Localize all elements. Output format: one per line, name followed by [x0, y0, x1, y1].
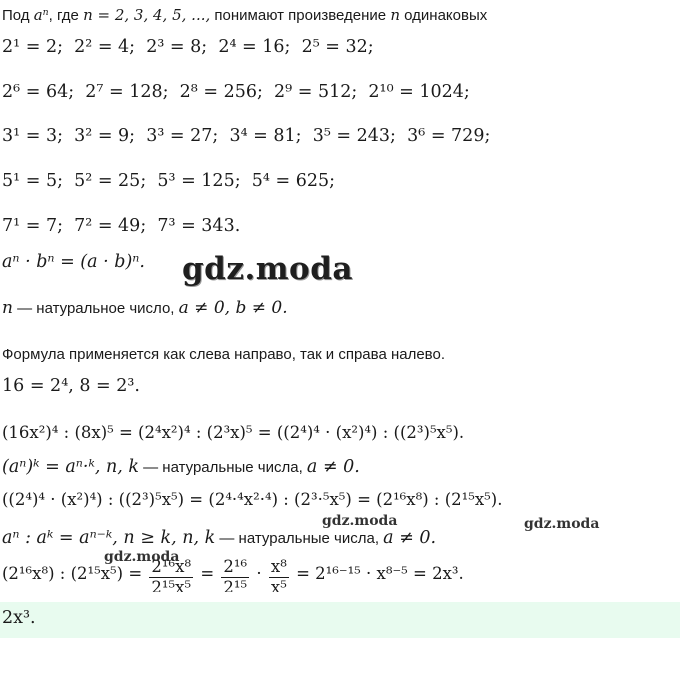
rule2-line	[2, 457, 360, 477]
intro-n-sup: n	[42, 6, 49, 18]
power-item: 2⁵ = 32;	[301, 37, 374, 57]
watermark-small-3: gdz.moda	[104, 549, 180, 565]
rule1-condition	[2, 298, 288, 318]
power-item: 5¹ = 5;	[2, 171, 63, 191]
watermark-small-2: gdz.moda	[524, 516, 600, 532]
power-item: 3³ = 27;	[146, 126, 219, 146]
power-item: 2¹ = 2;	[2, 37, 63, 57]
watermark-main: gdz.moda	[182, 251, 353, 287]
intro-values: = 2, 3, 4, 5, ...,	[92, 6, 211, 24]
power-item: 3¹ = 3;	[2, 126, 63, 146]
rule1-cond-math: a ≠ 0, b ≠ 0.	[178, 298, 288, 318]
power-item: 2⁹ = 512;	[274, 82, 358, 102]
rule2-cond-text: — натуральные числа,	[138, 459, 307, 476]
base-rewrite: 16 = 2⁴, 8 = 2³.	[2, 376, 140, 396]
intro-after: понимают произведение	[210, 7, 391, 24]
power-item: 2² = 4;	[74, 37, 136, 57]
product-power-formula: aⁿ · bⁿ = (a · b)ⁿ.	[2, 252, 145, 272]
power-item: 2⁸ = 256;	[179, 82, 263, 102]
rule2-formula: (aⁿ)ᵏ = aⁿ·ᵏ, n, k	[2, 457, 139, 477]
intro-n: n	[83, 6, 93, 24]
fraction-3: $\frac{\text{x⁸}}{\text{x⁵}}$	[270, 557, 287, 592]
intro-before: Под	[2, 7, 34, 24]
power-item: 5⁴ = 625;	[251, 171, 335, 191]
rule3-line	[2, 528, 436, 548]
power-item: 2¹⁰ = 1024;	[368, 82, 470, 102]
rule1-cond-text: — натуральное число,	[12, 300, 179, 317]
rule3-cond-math: a ≠ 0.	[383, 528, 437, 548]
final-answer: 2x³.	[2, 608, 36, 628]
powers-of-two-line-1	[2, 37, 374, 57]
rule3-cond-text: — натуральные числа,	[215, 530, 384, 547]
rule3-formula: aⁿ : aᵏ = aⁿ⁻ᵏ, n ≥ k, n, k	[2, 528, 216, 548]
step-3	[2, 557, 464, 592]
power-item: 5³ = 125;	[157, 171, 241, 191]
intro-middle: , где	[48, 7, 84, 24]
equals-sign: =	[200, 564, 215, 583]
power-item: 3⁶ = 729;	[407, 126, 491, 146]
step-1: (16x²)⁴ : (8x)⁵ = (2⁴x²)⁴ : (2³x)⁵ = ((2⁴)⁴ · (x²)⁴) : ((2³)⁵x⁵).	[2, 423, 465, 442]
intro-tail: одинаковых	[399, 7, 488, 24]
powers-of-five-line	[2, 171, 335, 191]
rule2-cond-math: a ≠ 0.	[306, 457, 360, 477]
direction-note: Формула применяется как слева направо, так и справа налево.	[2, 346, 445, 363]
power-item: 3⁴ = 81;	[229, 126, 302, 146]
step3-rhs: = 2¹⁶⁻¹⁵ · x⁸⁻⁵ = 2x³.	[296, 564, 464, 583]
step-2: ((2⁴)⁴ · (x²)⁴) : ((2³)⁵x⁵) = (2⁴·⁴x²·⁴) : (2³·⁵x⁵) = (2¹⁶x⁸) : (2¹⁵x⁵).	[2, 490, 503, 509]
power-item: 7² = 49;	[74, 216, 147, 236]
intro-n2: n	[390, 6, 400, 24]
watermark-small-1: gdz.moda	[322, 513, 398, 529]
power-item: 7³ = 343.	[157, 216, 241, 236]
power-item: 2⁷ = 128;	[85, 82, 169, 102]
power-item: 7¹ = 7;	[2, 216, 63, 236]
rule1-n: n	[2, 298, 13, 318]
power-item: 3⁵ = 243;	[312, 126, 396, 146]
dot-operator: ·	[256, 564, 262, 583]
answer-highlight	[0, 602, 680, 638]
powers-of-three-line	[2, 126, 490, 146]
power-item: 2⁶ = 64;	[2, 82, 75, 102]
powers-of-two-line-2	[2, 82, 470, 102]
powers-of-seven-line	[2, 216, 240, 236]
fraction-2: $\frac{\text{2¹⁶}}{\text{2¹⁵}}$	[223, 557, 248, 592]
power-item: 3² = 9;	[74, 126, 136, 146]
fraction-1: $\frac{\text{2¹⁶x⁸}}{\text{2¹⁵x⁵}}$	[151, 557, 192, 592]
power-item: 2³ = 8;	[146, 37, 208, 57]
step3-lhs: (2¹⁶x⁸) : (2¹⁵x⁵) =	[2, 564, 143, 583]
intro-a: a	[33, 6, 43, 24]
power-item: 2⁴ = 16;	[218, 37, 291, 57]
power-item: 5² = 25;	[74, 171, 147, 191]
intro-line	[2, 6, 487, 24]
